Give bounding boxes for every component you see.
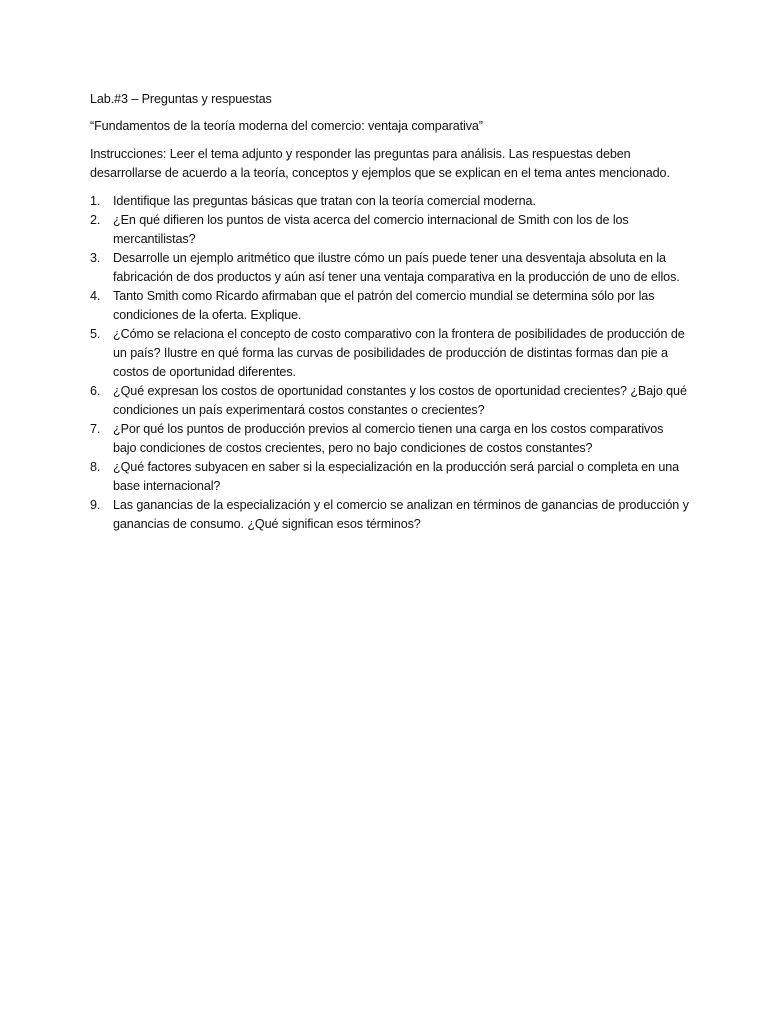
question-text: Desarrolle un ejemplo aritmético que ilustre cómo un país puede tener una desventaja absoluta en la fabricación de dos productos y aún así tener una ventaja comparativa en la producción de uno de ellos. [113, 251, 680, 284]
question-text: ¿Qué factores subyacen en saber si la especialización en la producción será parcial o completa en una base internacional? [113, 460, 680, 493]
question-item [90, 382, 690, 420]
question-number: 1. [90, 194, 101, 208]
document-title: Lab.#3 – Preguntas y respuestas [90, 92, 272, 106]
question-item [90, 325, 690, 382]
question-number: 6. [90, 384, 101, 398]
question-text: ¿Por qué los puntos de producción previos al comercio tienen una carga en los costos comparativos bajo condiciones de costos crecientes, pero no bajo condiciones de costos constantes? [113, 422, 664, 455]
question-number: 4. [90, 289, 101, 303]
question-item [90, 496, 690, 534]
question-number: 3. [90, 251, 101, 265]
question-number: 5. [90, 327, 101, 341]
question-text: ¿Cómo se relaciona el concepto de costo comparativo con la frontera de posibilidades de producción de un país? Ilustre en qué forma las curvas de posibilidades de producción de distintas formas dan pie a costos de oportunidad diferentes. [113, 327, 685, 379]
document-subtitle: “Fundamentos de la teoría moderna del comercio: ventaja comparativa” [90, 119, 483, 133]
question-text: Las ganancias de la especialización y el comercio se analizan en términos de ganancias de producción y ganancias de consumo. ¿Qué significan esos términos? [113, 498, 689, 531]
question-item [90, 211, 690, 249]
question-text: Identifique las preguntas básicas que tratan con la teoría comercial moderna. [113, 194, 536, 208]
question-number: 7. [90, 422, 101, 436]
question-text: ¿Qué expresan los costos de oportunidad constantes y los costos de oportunidad crecientes? ¿Bajo qué condiciones un país experimentará costos constantes o crecientes? [113, 384, 687, 417]
question-number: 9. [90, 498, 101, 512]
question-item [90, 287, 690, 325]
question-item [90, 192, 690, 211]
question-item [90, 249, 690, 287]
document-page [90, 90, 690, 534]
question-text: ¿En qué difieren los puntos de vista acerca del comercio internacional de Smith con los de los mercantilistas? [113, 213, 629, 246]
instructions-paragraph: Instrucciones: Leer el tema adjunto y responder las preguntas para análisis. Las respuestas deben desarrollarse de acuerdo a la teoría, conceptos y ejemplos que se explican en el tema antes mencionado. [90, 147, 670, 180]
questions-list [90, 192, 690, 534]
question-number: 8. [90, 460, 101, 474]
question-item [90, 420, 690, 458]
question-item [90, 458, 690, 496]
question-number: 2. [90, 213, 101, 227]
question-text: Tanto Smith como Ricardo afirmaban que el patrón del comercio mundial se determina sólo por las condiciones de la oferta. Explique. [113, 289, 655, 322]
